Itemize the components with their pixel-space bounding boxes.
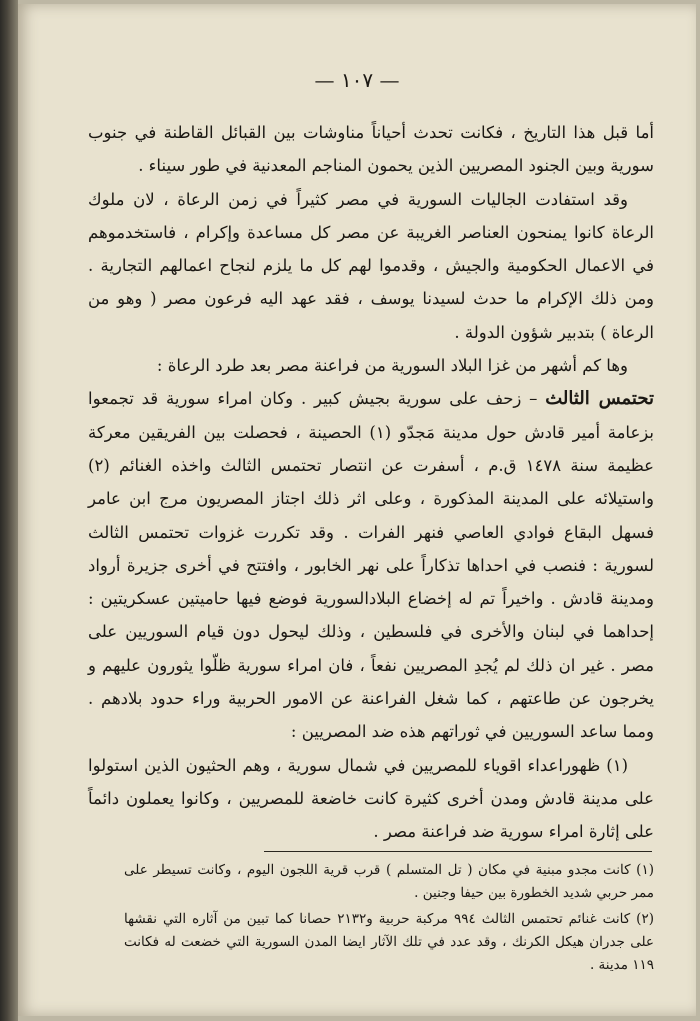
paragraph-intro: أما قبل هذا التاريخ ، فكانت تحدث أحياناً مناوشات بين القبائل القاطنة في جنوب سورية وبين الجنود المصريين الذين يحمون المناجم المعدنية في طور سيناء . xyxy=(88,123,654,176)
main-text xyxy=(88,116,654,849)
heading-thutmose: تحتمس الثالث xyxy=(545,388,654,410)
paragraph-list-intro: وها كم أشهر من غزا البلاد السورية من فراعنة مصر بعد طرد الرعاة : xyxy=(156,356,628,376)
footnote-divider xyxy=(264,851,652,852)
page-number: — ١٠٧ — xyxy=(314,68,400,92)
paragraph-reason-1: (١) ظهوراعداء اقوياء للمصريين في شمال سورية ، وهم الحثيون الذين استولوا على مدينة قادش ومدن أخرى كثيرة كانت خاضعة للمصريين ، وكانوا يعملون دائماً على إثارة امراء سورية ضد فراعنة مصر . xyxy=(88,755,654,842)
book-binding-shadow xyxy=(0,0,18,1021)
paragraph-thutmose-text: – زحف على سورية بجيش كبير . وكان امراء سورية قد تجمعوا بزعامة أمير قادش حول مدينة مَجدّو (١) الحصينة ، فحصلت بين الفريقين معركة عظيمة سنة ١٤٧٨ ق.م ، أسفرت عن انتصار تحتمس الثالث واخذه الغنائم (٢) واستيلائه على المدينة المذكورة ، وعلى اثر ذلك اجتاز المصريون مرج ابن عامر فسهل البقاع فوادي العاصي فنهر الفرات . وقد تكررت غزوات تحتمس الثالث لسورية : فنصب في احداها تذكاراً على نهر الخابور ، وافتتح في أخرى جزيرة أرواد ومدينة قادش . واخيراً تم له إخضاع البلادالسورية فوضع فيها حاميتين عسكريتين : إحداهما في لبنان والأخرى في فلسطين ، وذلك ليحول دون قيام السوريين على مصر . غير ان ذلك لم يُجدِ المصريين نفعاً ، فان امراء سورية ظلّوا يثورون عليهم و يخرجون عن طاعتهم ، كما شغل الفراعنة عن الامور الحربية وراء حدود بلادهم . ومما ساعد السوريين في ثوراتهم هذه ضد المصريين : xyxy=(88,389,654,742)
paragraph-thutmose xyxy=(88,382,654,748)
footnote-1: (١) كانت مجدو مبنية في مكان ( تل المتسلم ) قرب قرية اللجون اليوم ، وكانت تسيطر على ممر حربي شديد الخطورة بين حيفا وجنين . xyxy=(124,862,654,901)
paragraph-hyksos: وقد استفادت الجاليات السورية في مصر كثيراً في زمن الرعاة ، لان ملوك الرعاة كانوا يمنحون العناصر الغريبة عن مصر كل مساعدة وإكرام ، فاستخدموهم في الاعمال الحكومية والجيش ، وقدموا لهم كل ما يلزم لنجاح اعمالهم التجارية . ومن ذلك الإكرام ما حدث لسيدنا يوسف ، فقد عهد اليه فرعون مصر ( وهو من الرعاة ) بتدبير شؤون الدولة . xyxy=(88,189,654,342)
book-page xyxy=(18,4,696,1016)
footnotes xyxy=(124,859,654,980)
footnote-2: (٢) كانت غنائم تحتمس الثالث ٩٩٤ مركبة حربية و٢١٣٢ حصانا كما تبين من آثاره التي نقشها على جدران هيكل الكرنك ، وقد عدد في تلك الآثار ايضا المدن السورية التي خضعت له فكانت ١١٩ مدينة . xyxy=(124,911,654,973)
